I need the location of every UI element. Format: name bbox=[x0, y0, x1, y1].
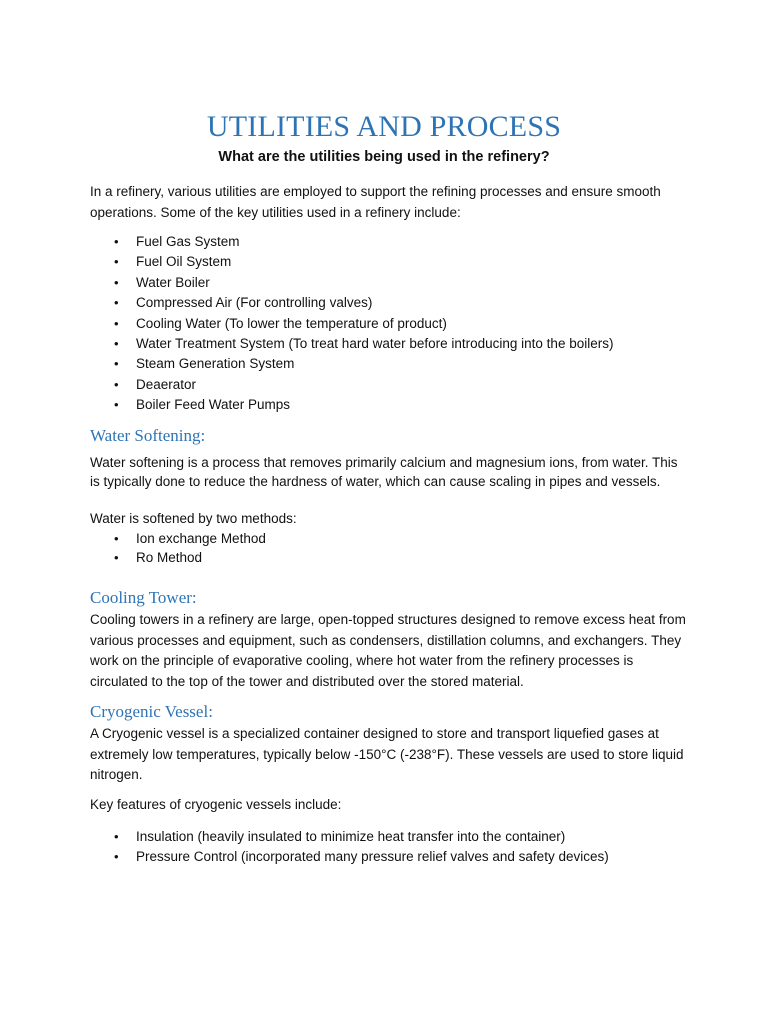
list-item: • Fuel Oil System bbox=[90, 252, 690, 272]
bullet-icon: • bbox=[114, 531, 119, 546]
list-item: • Water Boiler bbox=[90, 273, 690, 293]
cryogenic-features-intro: Key features of cryogenic vessels include: bbox=[90, 797, 342, 812]
bullet-icon: • bbox=[114, 234, 119, 249]
bullet-icon: • bbox=[114, 356, 119, 372]
list-item: • Steam Generation System bbox=[90, 354, 690, 374]
utilities-list bbox=[90, 232, 690, 416]
cooling-tower-paragraph: Cooling towers in a refinery are large, open-topped structures designed to remove excess heat from various processes and equipment, such as condensers, distillation columns, and exchangers. They work on the principle of evaporative cooling, where hot water from the refinery processes is circulated to the top of the tower and distributed over the stored material. bbox=[90, 612, 686, 689]
page-title: UTILITIES AND PROCESS bbox=[206, 110, 562, 143]
list-item: • Compressed Air (For controlling valves) bbox=[90, 293, 690, 313]
list-item: • Boiler Feed Water Pumps bbox=[90, 395, 690, 415]
cryogenic-vessel-heading: Cryogenic Vessel: bbox=[90, 702, 213, 721]
list-item: • Water Treatment System (To treat hard water before introducing into the boilers) bbox=[90, 334, 690, 354]
list-item: • Ro Method bbox=[114, 550, 203, 565]
page-subtitle: What are the utilities being used in the refinery? bbox=[218, 149, 550, 165]
bullet-icon: • bbox=[114, 376, 119, 392]
list-item: • Cooling Water (To lower the temperature of product) bbox=[90, 314, 690, 334]
bullet-icon: • bbox=[114, 274, 119, 290]
list-item: • Fuel Gas System bbox=[90, 232, 690, 252]
intro-paragraph: In a refinery, various utilities are employed to support the refining processes and ensure smooth operations. Some of the key utilities used in a refinery include: bbox=[90, 184, 661, 220]
bullet-icon: • bbox=[114, 550, 119, 565]
water-softening-paragraph: Water softening is a process that removes primarily calcium and magnesium ions, from water. This is typically done to reduce the hardness of water, which can cause scaling in pipes and vessels. bbox=[90, 455, 678, 489]
cryogenic-features-list bbox=[90, 827, 690, 868]
bullet-icon: • bbox=[114, 315, 119, 331]
bullet-icon: • bbox=[114, 849, 119, 865]
bullet-icon: • bbox=[114, 829, 119, 844]
list-item: • Insulation (heavily insulated to minimize heat transfer into the container) bbox=[90, 827, 690, 847]
bullet-icon: • bbox=[114, 397, 119, 413]
bullet-icon: • bbox=[114, 254, 119, 270]
water-softening-heading: Water Softening: bbox=[90, 426, 206, 445]
list-item: • Deaerator bbox=[90, 375, 690, 395]
list-item: • Pressure Control (incorporated many pressure relief valves and safety devices) bbox=[90, 847, 690, 867]
water-softening-methods-intro: Water is softened by two methods: bbox=[90, 511, 297, 526]
bullet-icon: • bbox=[114, 295, 119, 311]
cooling-tower-heading: Cooling Tower: bbox=[90, 588, 197, 607]
bullet-icon: • bbox=[114, 336, 119, 352]
cryogenic-vessel-paragraph: A Cryogenic vessel is a specialized container designed to store and transport liquefied gases at extremely low temperatures, typically below -150°C (-238°F). These vessels are used to store liquid nitrogen. bbox=[90, 726, 684, 782]
list-item: • Ion exchange Method bbox=[114, 531, 266, 546]
softening-methods-list bbox=[90, 529, 690, 567]
